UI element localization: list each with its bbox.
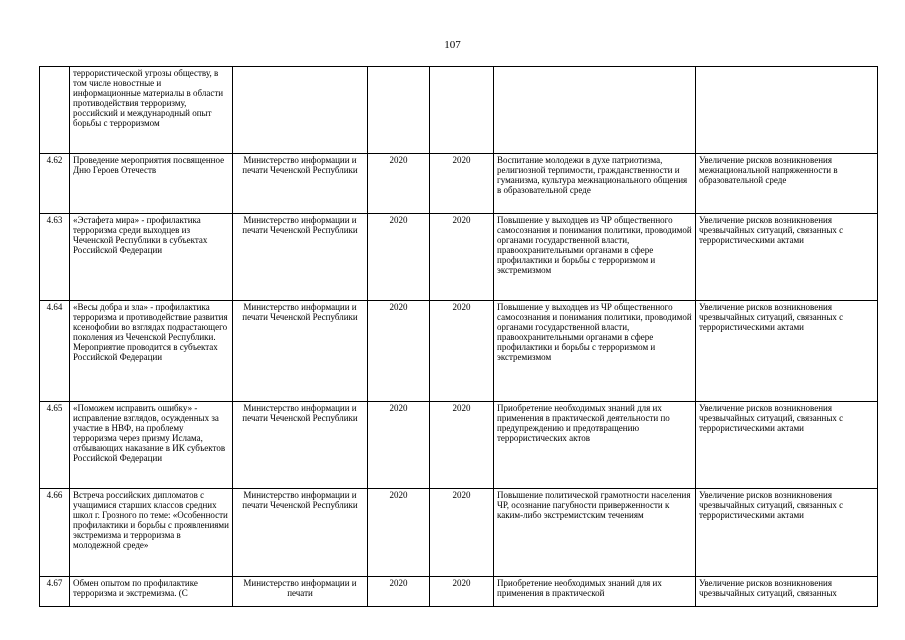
cell-name: Проведение мероприятия посвященное Дню Героев Отечеств [70,154,233,214]
table-row [40,402,878,489]
cell-num: 4.63 [40,214,70,301]
cell-executor: Министерство информации и печати Чеченской Республики [233,301,368,402]
cell-end: 2020 [430,489,494,577]
cell-num [40,67,70,154]
cell-result: Повышение у выходцев из ЧР общественного самосознания и понимания политики, проводимой органами государственной власти, правоохранительными органами в сфере профилактики и борьбы с терроризмом и экстремизмом [494,214,696,301]
table-row-continuation [40,67,878,154]
cell-executor [233,67,368,154]
cell-executor: Министерство информации и печати [233,577,368,607]
cell-num: 4.66 [40,489,70,577]
cell-start: 2020 [368,402,430,489]
cell-name: террористической угрозы обществу, в том числе новостные и информационные материалы в области противодействия терроризму, российский и международный опыт борьбы с терроризмом [70,67,233,154]
cell-risk: Увеличение рисков возникновения чрезвычайных ситуаций, связанных [696,577,878,607]
cell-result [494,67,696,154]
table-row [40,214,878,301]
cell-result: Повышение у выходцев из ЧР общественного самосознания и понимания политики, проводимой органами государственной власти, правоохранительными органами в сфере профилактики и борьбы с терроризмом и экстремизмом [494,301,696,402]
table-row [40,154,878,214]
cell-num: 4.64 [40,301,70,402]
cell-risk: Увеличение рисков возникновения чрезвычайных ситуаций, связанных с террористическими актами [696,301,878,402]
cell-end: 2020 [430,214,494,301]
cell-end: 2020 [430,577,494,607]
cell-start: 2020 [368,154,430,214]
cell-name: «Весы добра и зла» - профилактика терроризма и противодействие развития ксенофобии во взглядах подрастающего поколения из Чеченской Республики. Мероприятие проводится в субъектах Российской Федерации [70,301,233,402]
cell-name: Обмен опытом по профилактике терроризма и экстремизма. (С [70,577,233,607]
cell-result: Приобретение необходимых знаний для их применения в практической деятельности по предупреждению и предотвращению террористических актов [494,402,696,489]
cell-result: Приобретение необходимых знаний для их применения в практической [494,577,696,607]
cell-risk [696,67,878,154]
cell-risk: Увеличение рисков возникновения межнациональной напряженности в образовательной среде [696,154,878,214]
cell-start [368,67,430,154]
cell-start: 2020 [368,214,430,301]
cell-num: 4.67 [40,577,70,607]
cell-executor: Министерство информации и печати Чеченской Республики [233,402,368,489]
cell-name: «Эстафета мира» - профилактика терроризма среди выходцев из Чеченской Республики в субъектах Российской Федерации [70,214,233,301]
cell-end: 2020 [430,402,494,489]
table-row [40,301,878,402]
cell-result: Воспитание молодежи в духе патриотизма, религиозной терпимости, гражданственности и гуманизма, культура межнационального общения в образовательной среде [494,154,696,214]
cell-end [430,67,494,154]
cell-start: 2020 [368,577,430,607]
cell-end: 2020 [430,154,494,214]
cell-num: 4.65 [40,402,70,489]
cell-result: Повышение политической грамотности населения ЧР, осознание пагубности приверженности к каким-либо экстремистским течениям [494,489,696,577]
table-row [40,489,878,577]
cell-name: Встреча российских дипломатов с учащимися старших классов средних школ г. Грозного по теме: «Особенности профилактики и борьбы с проявлениями экстремизма и терроризма в молодежной среде» [70,489,233,577]
cell-risk: Увеличение рисков возникновения чрезвычайных ситуаций, связанных с террористическими актами [696,214,878,301]
cell-start: 2020 [368,489,430,577]
cell-name: «Поможем исправить ошибку» - исправление взглядов, осужденных за участие в НВФ, на проблему терроризма через призму Ислама, отбывающих наказание в ИК субъектов Российской Федерации [70,402,233,489]
page-number: 107 [444,39,461,51]
cell-num: 4.62 [40,154,70,214]
measures-table [39,66,878,607]
cell-end: 2020 [430,301,494,402]
cell-start: 2020 [368,301,430,402]
cell-risk: Увеличение рисков возникновения чрезвычайных ситуаций, связанных с террористическими актами [696,489,878,577]
cell-risk: Увеличение рисков возникновения чрезвычайных ситуаций, связанных с террористическими актами [696,402,878,489]
cell-executor: Министерство информации и печати Чеченской Республики [233,214,368,301]
table-row [40,577,878,607]
cell-executor: Министерство информации и печати Чеченской Республики [233,154,368,214]
cell-executor: Министерство информации и печати Чеченской Республики [233,489,368,577]
